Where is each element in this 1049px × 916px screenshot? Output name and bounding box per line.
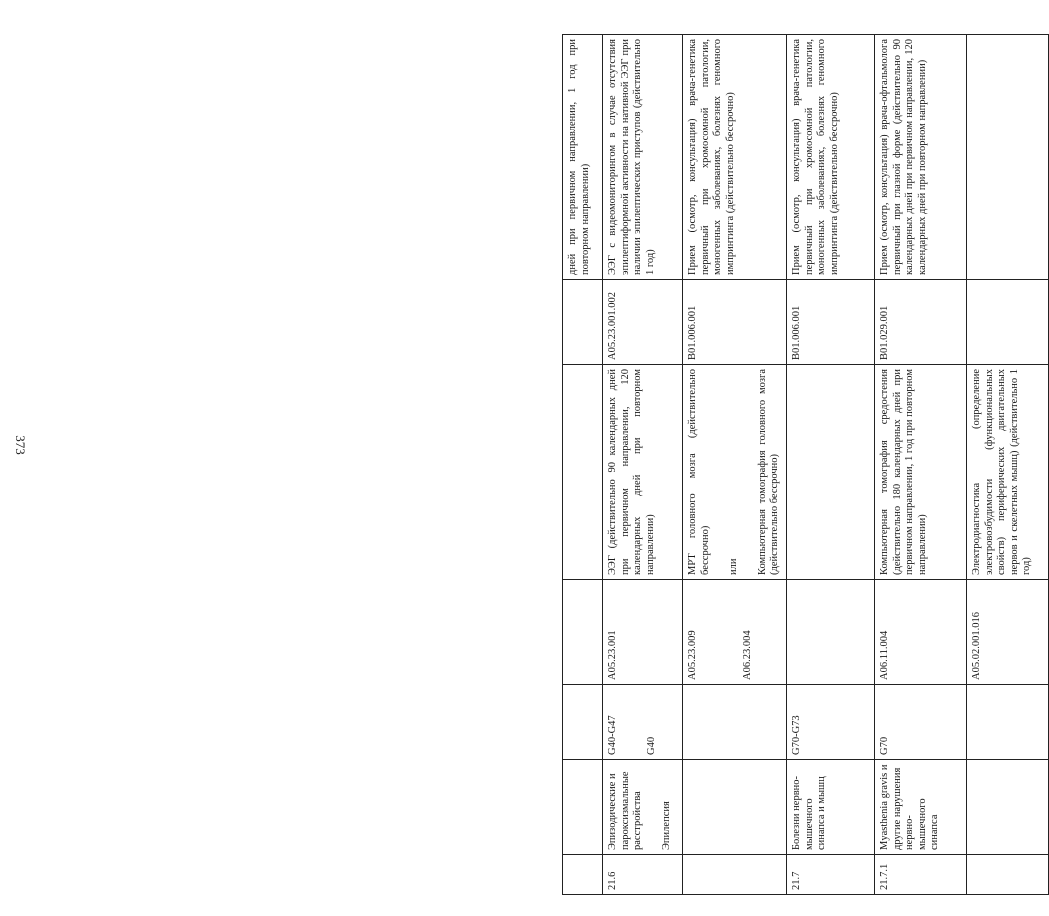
service-description xyxy=(786,365,874,580)
mkb-code xyxy=(966,685,1048,760)
disease-name xyxy=(603,760,683,855)
service-description-a: МРТ головного мозга (действительно бессрочно) xyxy=(687,369,711,575)
extra-service-description: дней при первичном направлении, 1 год при повторном направлении) xyxy=(563,35,603,280)
alternative-word: или xyxy=(728,558,740,575)
service-description xyxy=(563,365,603,580)
service-description: Электродиагностика (определение электровозбудимости (функциональных свойств) периферических двигательных нервов и скелетных мышц) (действительно 1 год) xyxy=(966,365,1048,580)
mkb-code xyxy=(683,685,787,760)
table-row xyxy=(603,35,683,895)
disease-name xyxy=(683,760,787,855)
row-number: 21.7.1 xyxy=(874,855,966,895)
service-description xyxy=(683,365,787,580)
table-row xyxy=(874,35,966,895)
disease-group-name: Эпизодические и пароксизмальные расстройства xyxy=(607,771,644,850)
service-code xyxy=(786,580,874,685)
row-number xyxy=(683,855,787,895)
row-number xyxy=(563,855,603,895)
extra-service-code: B01.006.001 xyxy=(786,280,874,365)
mkb-code xyxy=(603,685,683,760)
table-row xyxy=(966,35,1048,895)
service-code-b: A06.23.004 xyxy=(741,630,753,680)
extra-service-code xyxy=(966,280,1048,365)
extra-service-description: Прием (осмотр, консультация) врача-генетика первичный при хромосомной патологии, моногенных заболеваниях, болезнях геномного импринтинга (действительно бессрочно) xyxy=(683,35,787,280)
service-code: A05.02.001.016 xyxy=(966,580,1048,685)
disease-name xyxy=(563,760,603,855)
medical-table xyxy=(562,34,1049,895)
extra-service-description xyxy=(966,35,1048,280)
mkb-group-code: G40-G47 xyxy=(607,715,618,755)
table-row xyxy=(563,35,603,895)
rotated-table-container xyxy=(562,35,1042,895)
extra-service-description: Прием (осмотр, консультация) врача-офтальмолога первичный при глазной форме (действительно 90 календарных дней при первичном направлении, 120 календарных дней при повторном направлении) xyxy=(874,35,966,280)
row-number xyxy=(966,855,1048,895)
disease-name: Myasthenia gravis и другие нарушения нервно-мышечного синапса xyxy=(874,760,966,855)
extra-service-description: Прием (осмотр, консультация) врача-генетика первичный при хромосомной патологии, моногенных заболеваниях, болезнях геномного импринтинга (действительно бессрочно) xyxy=(786,35,874,280)
extra-service-code: B01.006.001 xyxy=(683,280,787,365)
mkb-sub-code: G40 xyxy=(645,736,657,755)
disease-name xyxy=(966,760,1048,855)
mkb-code xyxy=(563,685,603,760)
extra-service-code xyxy=(563,280,603,365)
service-code: A06.11.004 xyxy=(874,580,966,685)
row-number: 21.6 xyxy=(603,855,683,895)
service-code xyxy=(683,580,787,685)
service-description: ЭЭГ (действительно 90 календарных дней при первичном направлении, 120 календарных дней при повторном направлении) xyxy=(603,365,683,580)
extra-service-code: B01.029.001 xyxy=(874,280,966,365)
service-description-b: Компьютерная томография головного мозга (действительно бессрочно) xyxy=(756,369,781,575)
table-row xyxy=(683,35,787,895)
row-number: 21.7 xyxy=(786,855,874,895)
mkb-code: G70-G73 xyxy=(786,685,874,760)
disease-subname: Эпилепсия xyxy=(660,801,672,850)
extra-service-code: A05.23.001.002 xyxy=(603,280,683,365)
extra-service-description: ЭЭГ с видеомониторингом в случае отсутствия эпилептиформной активности на нативной ЭЭГ при наличии эпилептических приступов (действительно 1 год) xyxy=(603,35,683,280)
service-description: Компьютерная томография средостения (действительно 180 календарных дней при первичном направлении, 1 год при повторном направлении) xyxy=(874,365,966,580)
service-code-a: A05.23.009 xyxy=(687,630,698,680)
service-code xyxy=(563,580,603,685)
mkb-code: G70 xyxy=(874,685,966,760)
service-code: A05.23.001 xyxy=(603,580,683,685)
page-number: 373 xyxy=(13,435,28,455)
table-row xyxy=(786,35,874,895)
disease-name: Болезни нервно-мышечного синапса и мышц xyxy=(786,760,874,855)
